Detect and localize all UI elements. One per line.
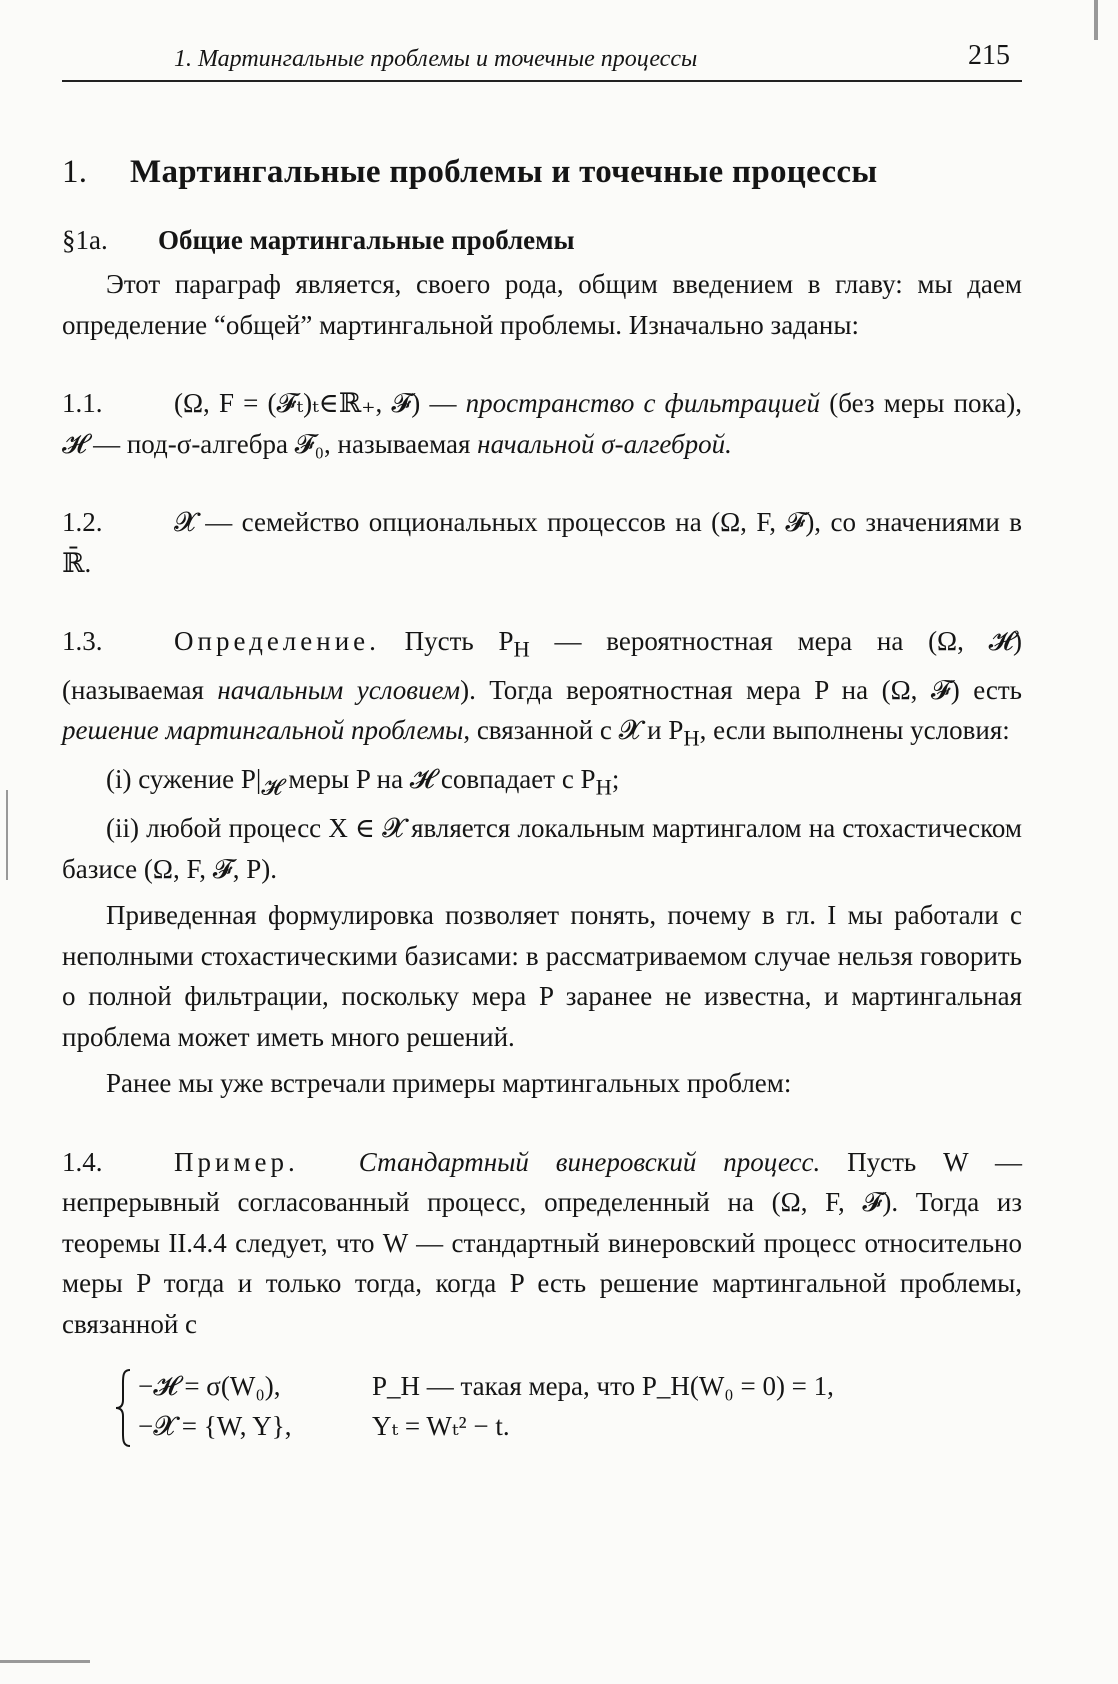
chapter-number: 1.	[62, 154, 88, 190]
cond-i-c: ;	[611, 764, 620, 795]
item-1-1-label: 1.1.	[62, 388, 103, 418]
page-number: 215	[968, 40, 1010, 71]
chapter-heading	[62, 154, 1022, 191]
cond-i-b: меры P на 𝓗 совпадает с P	[281, 764, 596, 795]
item-1-1-term2: начальной σ-алгеброй.	[477, 428, 732, 459]
system-r1a: −𝓗 = σ(W₀),	[138, 1371, 281, 1402]
system-r2a: −𝓧 = {W, Y},	[138, 1411, 292, 1442]
section-heading	[62, 225, 1022, 256]
scan-edge-mark	[1094, 0, 1098, 40]
section-title: Общие мартингальные проблемы	[158, 225, 575, 255]
term-initial-condition: начальным условием	[217, 674, 461, 705]
item-1-3-t2: — вероятностная мера на (Ω, 𝓗) (называемая	[62, 626, 1022, 705]
page	[62, 40, 1022, 1446]
item-1-2	[62, 502, 1022, 583]
item-1-1	[62, 383, 1022, 464]
subscript-H: H	[513, 636, 530, 662]
system-r2b: Yₜ = Wₜ² − t.	[372, 1411, 510, 1442]
cond-i-sub: 𝓗	[261, 774, 282, 800]
item-1-3-t5: , если выполнены условия:	[699, 715, 1010, 746]
item-1-2-text: 𝓧 — семейство опциональных процессов на (Ω, F, 𝓕), со значениями в ℝ̄.	[62, 507, 1022, 578]
scan-margin-mark	[6, 790, 8, 880]
item-1-3-t1: Пусть P	[379, 626, 514, 656]
definition-heading: Определение.	[174, 626, 380, 656]
paragraph-after-definition: Приведенная формулировка позволяет понять, почему в гл. I мы работали с неполными стохастическими базисами: в рассматриваемом случае нельзя говорить о полной фильтрации, поскольку мера P заранее не известна, и мартингальная проблема может иметь много решений.	[62, 900, 1022, 1052]
item-1-1-H: 𝓗	[62, 428, 87, 459]
intro-paragraph: Этот параграф является, своего рода, общим введением в главу: мы даем определение “общей” мартингальной проблемы. Изначально заданы:	[62, 269, 1022, 340]
section-number: §1a.	[62, 225, 108, 255]
system-rows	[138, 1366, 1022, 1446]
running-title: 1. Мартингальные проблемы и точечные процессы	[174, 46, 698, 72]
item-1-2-label: 1.2.	[62, 507, 103, 537]
chapter-title: Мартингальные проблемы и точечные процессы	[130, 154, 878, 190]
item-1-1-rest1: (без меры пока),	[820, 388, 1022, 418]
condition-ii: (ii) любой процесс X ∈ 𝓧 является локальным мартингалом на стохастическом базисе (Ω, F, 𝓕, P).	[62, 813, 1022, 884]
item-1-3-t4: , связанной с 𝓧 и P	[463, 715, 684, 746]
running-head	[62, 40, 1022, 82]
term-martingale-solution: решение мартингальной проблемы	[62, 715, 464, 746]
condition-i	[62, 759, 1022, 808]
equation-system	[114, 1366, 1022, 1446]
scan-corner-mark	[0, 1660, 90, 1663]
item-1-1-math: (Ω, F = (𝓕ₜ)ₜ∈ℝ₊, 𝓕)	[174, 388, 421, 418]
example-heading: Пример.	[174, 1146, 299, 1177]
item-1-1-term: пространство с фильтрацией	[465, 388, 821, 418]
system-row-2	[138, 1406, 1022, 1446]
cond-i-a: (i) сужение P|	[106, 764, 262, 795]
item-1-4-text: Пусть W — непрерывный согласованный процесс, определенный на (Ω, F, 𝓕). Тогда из теоремы II.4.4 следует, что W — стандартный винеровский процесс относительно меры P тогда и только тогда, когда P есть решение мартингальной проблемы, связанной с	[62, 1146, 1023, 1339]
left-brace-icon	[114, 1368, 132, 1448]
item-1-1-dash: —	[420, 388, 466, 418]
item-1-3-label: 1.3.	[62, 626, 103, 656]
example-term: Стандартный винеровский процесс.	[358, 1146, 821, 1177]
system-r1b: P_H — такая мера, что P_H(W₀ = 0) = 1,	[372, 1371, 834, 1402]
paragraph-before-example: Ранее мы уже встречали примеры мартингальных проблем:	[106, 1068, 792, 1099]
subscript-H-2: H	[683, 725, 700, 751]
cond-i-sub-H: H	[595, 774, 612, 800]
item-1-4-label: 1.4.	[62, 1146, 103, 1177]
item-1-3-t3: ). Тогда вероятностная мера P на (Ω, 𝓕) есть	[460, 674, 1022, 705]
item-1-3	[62, 621, 1022, 759]
system-row-1	[138, 1366, 1022, 1406]
item-1-4	[62, 1142, 1022, 1345]
item-1-1-rest2: — под-σ-алгебра 𝓕₀, называемая	[86, 428, 478, 459]
